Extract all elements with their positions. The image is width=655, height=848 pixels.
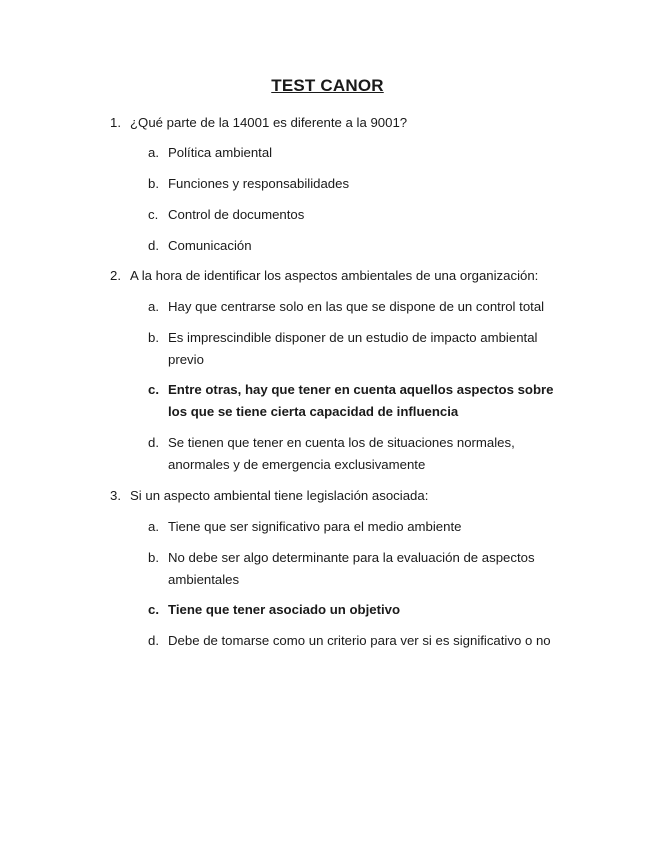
- page-title: TEST CANOR: [271, 76, 384, 95]
- option-text: Control de documentos: [168, 207, 305, 222]
- option-3a: [148, 516, 568, 538]
- option-letter: a.: [148, 519, 159, 534]
- option-1b: [148, 173, 568, 195]
- option-text: Hay que centrarse solo en las que se dispone de un control total: [168, 299, 545, 314]
- option-text: Comunicación: [168, 238, 252, 253]
- question-text: ¿Qué parte de la 14001 es diferente a la 9001?: [130, 115, 408, 130]
- option-2b: [148, 327, 568, 371]
- question-1: [110, 112, 407, 134]
- option-letter: c.: [148, 602, 159, 617]
- option-3c-correct: [148, 599, 568, 621]
- option-text: Entre otras, hay que tener en cuenta aquellos aspectos sobre los que se tiene cierta capacidad de influencia: [168, 382, 554, 419]
- option-letter: d.: [148, 435, 159, 450]
- option-letter: b.: [148, 330, 159, 345]
- option-letter: a.: [148, 299, 159, 314]
- option-text: Tiene que tener asociado un objetivo: [168, 602, 401, 617]
- option-text: Se tienen que tener en cuenta los de situaciones normales, anormales y de emergencia exclusivamente: [168, 435, 515, 472]
- option-letter: b.: [148, 550, 159, 565]
- option-text: Política ambiental: [168, 145, 273, 160]
- option-letter: b.: [148, 176, 159, 191]
- option-text: Tiene que ser significativo para el medio ambiente: [168, 519, 462, 534]
- option-letter: d.: [148, 633, 159, 648]
- option-2c-correct: [148, 379, 568, 423]
- question-text: A la hora de identificar los aspectos ambientales de una organización:: [130, 268, 539, 283]
- option-text: Es imprescindible disponer de un estudio de impacto ambiental previo: [168, 330, 538, 367]
- question-2: [110, 265, 538, 287]
- question-3: [110, 485, 428, 507]
- option-text: Funciones y responsabilidades: [168, 176, 350, 191]
- option-2a: [148, 296, 568, 318]
- option-letter: c.: [148, 382, 159, 397]
- option-letter: d.: [148, 238, 159, 253]
- question-text: Si un aspecto ambiental tiene legislación asociada:: [130, 488, 429, 503]
- question-number: 2.: [110, 268, 121, 283]
- question-number: 3.: [110, 488, 121, 503]
- option-1a: [148, 142, 568, 164]
- option-2d: [148, 432, 568, 476]
- option-letter: c.: [148, 207, 159, 222]
- option-3d: [148, 630, 588, 652]
- option-text: Debe de tomarse como un criterio para ver si es significativo o no: [168, 633, 551, 648]
- option-letter: a.: [148, 145, 159, 160]
- question-number: 1.: [110, 115, 121, 130]
- option-3b: [148, 547, 568, 591]
- option-1d: [148, 235, 568, 257]
- option-1c: [148, 204, 568, 226]
- option-text: No debe ser algo determinante para la evaluación de aspectos ambientales: [168, 550, 535, 587]
